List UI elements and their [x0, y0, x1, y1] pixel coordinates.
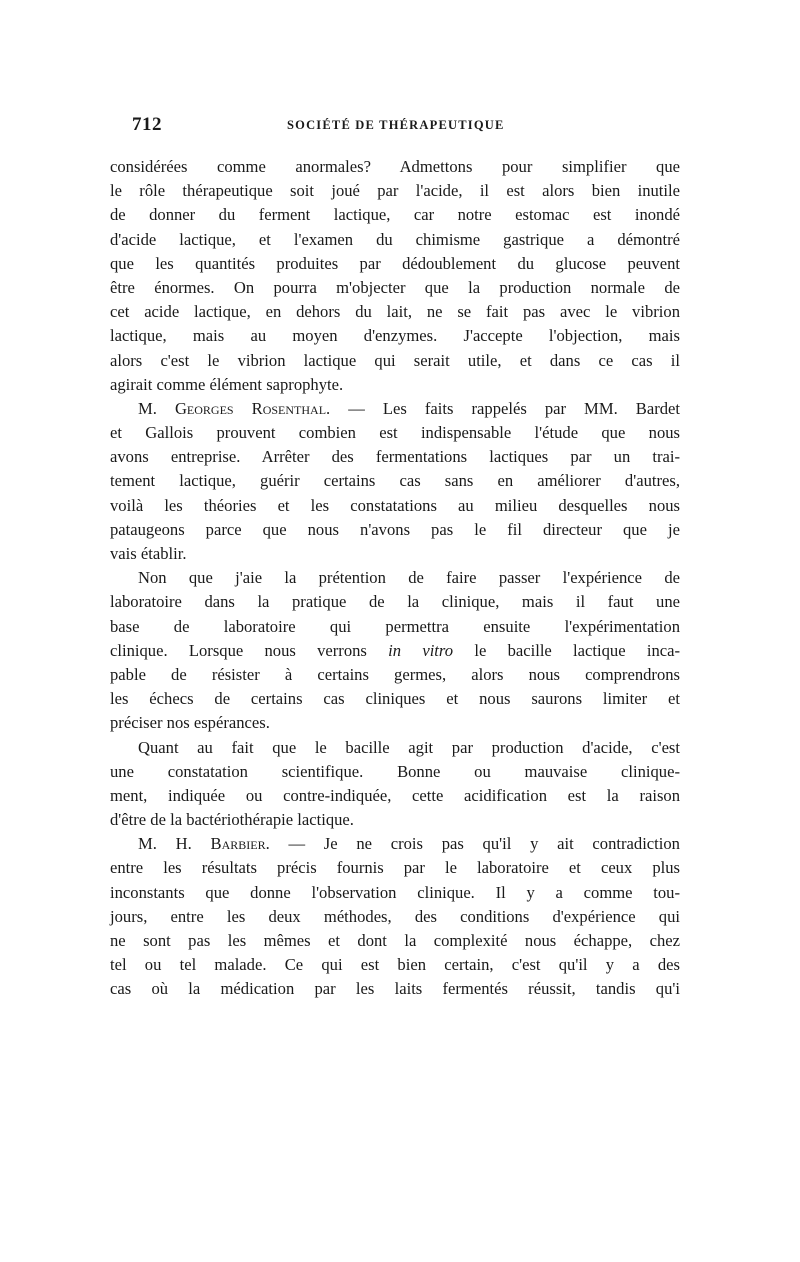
text-line: une constatation scientifique. Bonne ou mauvaise clinique- — [110, 761, 680, 781]
text-line: lactique, mais au moyen d'enzymes. J'accepte l'objection, mais — [110, 326, 680, 346]
text-line: inconstants que donne l'observation clinique. Il y a comme tou- — [110, 882, 680, 902]
body-text — [110, 155, 680, 1002]
text-line: jours, entre les deux méthodes, des conditions d'expérience qui — [110, 906, 680, 926]
text-line: que les quantités produites par dédoublement du glucose peuvent — [110, 253, 680, 273]
text-line: tement lactique, guérir certains cas sans en améliorer d'autres, — [110, 471, 680, 491]
text-line: d'acide lactique, et l'examen du chimisme gastrique a démontré — [110, 229, 680, 249]
text-line: ment, indiquée ou contre-indiquée, cette acidification est la raison — [110, 785, 680, 805]
speaker-line-text: — Les faits rappelés par MM. Bardet — [330, 398, 680, 418]
text-line: Quant au fait que le bacille agit par production d'acide, c'est — [138, 737, 680, 757]
text-segment: clinique. Lorsque nous verrons — [110, 640, 389, 660]
text-line: pable de résister à certains germes, alors nous comprendrons — [110, 664, 680, 684]
text-line: voilà les théories et les constatations au milieu desquelles nous — [110, 495, 680, 515]
text-segment: le bacille lactique inca- — [453, 640, 681, 660]
text-line: Non que j'aie la prétention de faire passer l'expérience de — [138, 568, 680, 588]
text-line: vais établir. — [110, 544, 187, 563]
page-header — [132, 114, 680, 138]
text-line: être énormes. On pourra m'objecter que la production normale de — [110, 277, 680, 297]
text-line: ne sont pas les mêmes et dont la complexité nous échappe, chez — [110, 931, 680, 950]
italic-term: in vitro — [388, 640, 454, 660]
page-number: 712 — [132, 114, 162, 135]
text-line: laboratoire dans la pratique de la clinique, mais il faut une — [110, 592, 680, 612]
speaker-line-text: — Je ne crois pas qu'il y ait contradiction — [269, 834, 680, 854]
text-line: avons entreprise. Arrêter des fermentations lactiques par un trai- — [110, 447, 680, 467]
speaker-name: M. Georges Rosenthal. — [138, 398, 331, 418]
text-line: préciser nos espérances. — [110, 713, 270, 733]
text-line: le rôle thérapeutique soit joué par l'acide, il est alors bien inutile — [110, 181, 680, 201]
text-line: cas où la médication par les laits fermentés réussit, tandis qu'i — [110, 979, 680, 999]
speaker-line — [110, 397, 680, 421]
running-title: SOCIÉTÉ DE THÉRAPEUTIQUE — [287, 118, 505, 132]
speaker-line — [110, 832, 680, 856]
text-line: alors c'est le vibrion lactique qui serait utile, et dans ce cas il — [110, 350, 680, 370]
text-line: entre les résultats précis fournis par le laboratoire et ceux plus — [110, 858, 680, 878]
text-line: considérées comme anormales? Admettons pour simplifier que — [110, 157, 680, 176]
text-line: de donner du ferment lactique, car notre estomac est inondé — [110, 205, 680, 225]
text-line: agirait comme élément saprophyte. — [110, 374, 344, 394]
text-line: cet acide lactique, en dehors du lait, ne se fait pas avec le vibrion — [110, 302, 680, 322]
text-line: et Gallois prouvent combien est indispensable l'étude que nous — [110, 423, 680, 443]
text-line: base de laboratoire qui permettra ensuite l'expérimentation — [110, 616, 680, 636]
text-line — [110, 639, 680, 663]
speaker-name: M. H. Barbier. — [138, 834, 270, 854]
text-line: tel ou tel malade. Ce qui est bien certain, c'est qu'il y a des — [110, 955, 680, 975]
text-line: pataugeons parce que nous n'avons pas le fil directeur que je — [110, 519, 680, 539]
text-line: les échecs de certains cas cliniques et nous saurons limiter et — [110, 689, 680, 709]
text-line: d'être de la bactériothérapie lactique. — [110, 810, 354, 830]
